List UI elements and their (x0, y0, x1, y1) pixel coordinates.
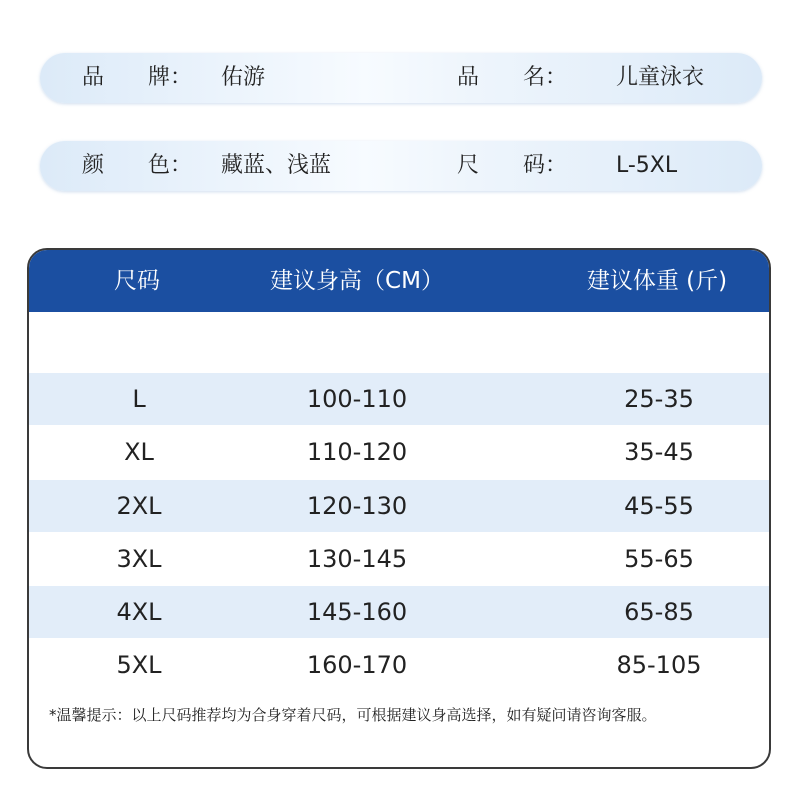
brand-label: 品 牌： (82, 65, 193, 90)
color-label: 颜 色： (82, 153, 193, 178)
info-row-brand-name (40, 53, 762, 103)
cell-size: 2XL (116, 492, 162, 520)
cell-size: L (132, 385, 146, 413)
header-weight: 建议体重 (斤) (586, 268, 728, 294)
table-row (29, 586, 769, 638)
cell-size: 3XL (116, 545, 162, 573)
cell-size: 4XL (116, 598, 162, 626)
cell-height: 110-120 (306, 438, 408, 466)
product-name-label: 品 名： (457, 65, 568, 90)
cell-weight: 85-105 (616, 651, 702, 679)
header-size: 尺码 (114, 268, 160, 294)
brand-value: 佑游 (221, 65, 266, 90)
table-header (29, 250, 769, 312)
cell-height: 100-110 (306, 385, 408, 413)
size-value: L-5XL (616, 153, 678, 178)
table-row (29, 533, 769, 585)
table-row (29, 480, 769, 532)
cell-weight: 25-35 (624, 385, 694, 413)
table-row (29, 639, 769, 691)
cell-height: 145-160 (306, 598, 408, 626)
size-chart-table (27, 248, 771, 769)
cell-weight: 35-45 (624, 438, 694, 466)
product-name-value: 儿童泳衣 (616, 65, 705, 90)
cell-weight: 65-85 (624, 598, 694, 626)
cell-height: 160-170 (306, 651, 408, 679)
info-row-color-size (40, 141, 762, 191)
table-row (29, 426, 769, 478)
cell-weight: 55-65 (624, 545, 694, 573)
cell-size: 5XL (116, 651, 162, 679)
size-label: 尺 码： (457, 153, 568, 178)
table-row (29, 373, 769, 425)
cell-height: 120-130 (306, 492, 408, 520)
cell-size: XL (124, 438, 154, 466)
cell-height: 130-145 (306, 545, 408, 573)
header-height: 建议身高（CM） (270, 268, 444, 294)
color-value: 藏蓝、浅蓝 (221, 153, 332, 178)
size-tip-note: *温馨提示：以上尺码推荐均为合身穿着尺码，可根据建议身高选择，如有疑问请咨询客服。 (49, 706, 657, 724)
cell-weight: 45-55 (624, 492, 694, 520)
